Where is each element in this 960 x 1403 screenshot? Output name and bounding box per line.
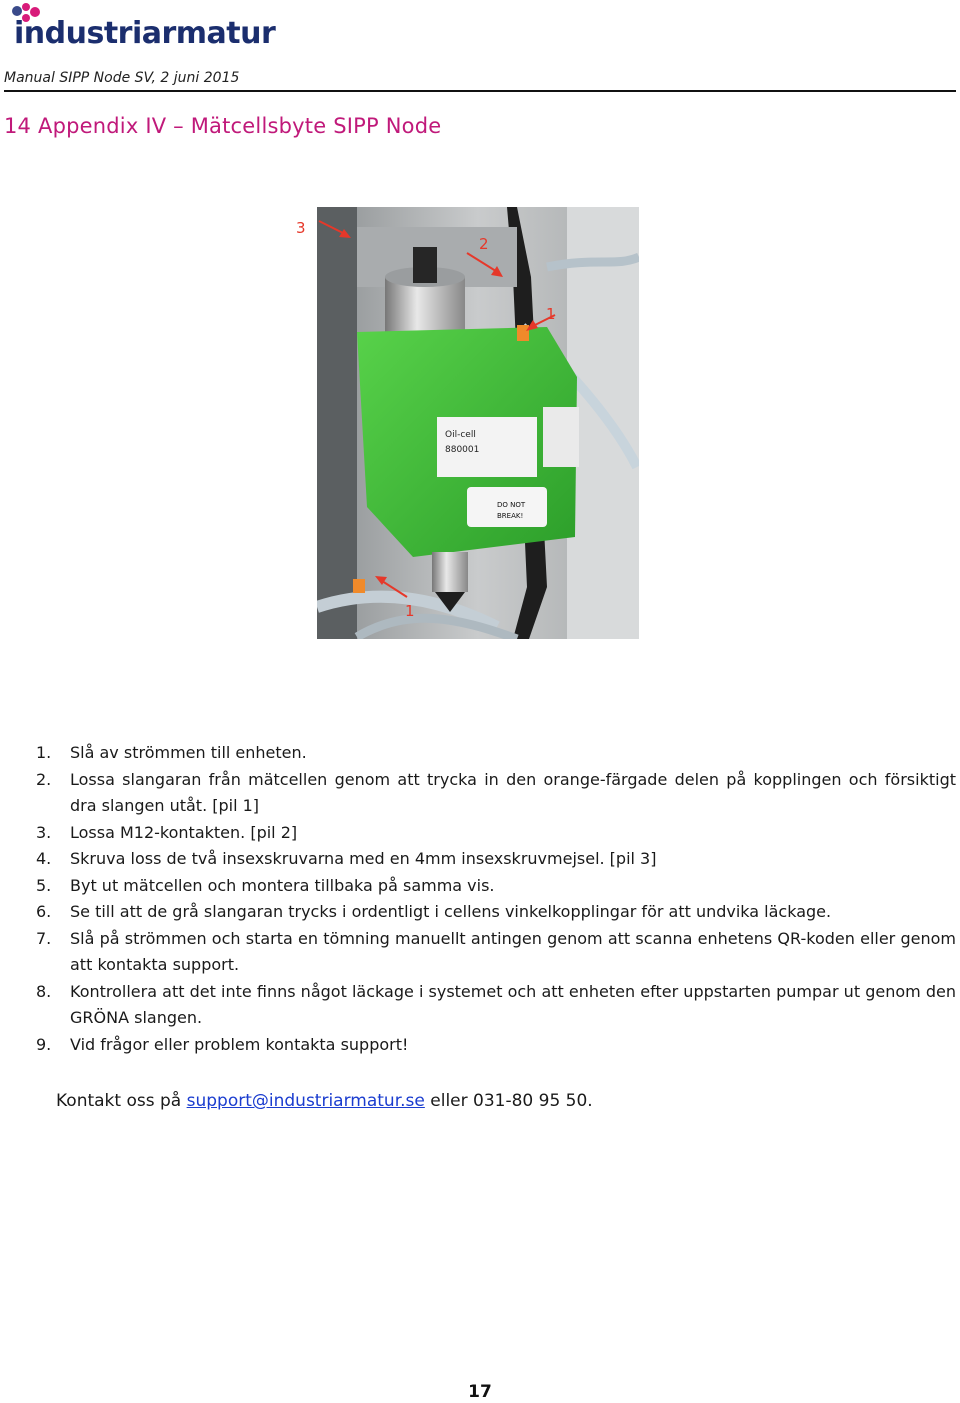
support-email-link[interactable]: support@industriarmatur.se — [186, 1091, 425, 1111]
logo-wordmark: industriarmatur — [14, 16, 276, 51]
list-item: 7. Slå på strömmen och starta en tömning manuellt antingen genom att scanna enhetens QR-koden eller genom att kontakta support. — [36, 928, 956, 974]
list-item: 2. Lossa slangaran från mätcellen genom att trycka in den orange-färgade delen på kopplingen och försiktigt dra slangen utåt. [pil 1] — [36, 769, 956, 815]
device-label-name: Oil-cell — [445, 430, 476, 440]
list-item: 4. Skruva loss de två insexskruvarna med en 4mm insexskruvmejsel. [pil 3] — [36, 849, 657, 868]
list-item: 3. Lossa M12-kontakten. [pil 2] — [36, 822, 298, 842]
arrow-label-3: 3 — [296, 219, 306, 237]
arrow-label-1-bottom: 1 — [405, 602, 415, 620]
page-number: 17 — [468, 1382, 492, 1402]
arrow-label-2: 2 — [479, 235, 489, 253]
instruction-list — [30, 740, 956, 1058]
list-item: 9. Vid frågor eller problem kontakta support! — [36, 1034, 409, 1054]
arrow-label-1-top: 1 — [546, 305, 556, 323]
contact-line — [56, 1091, 593, 1111]
list-item: 1. Slå av strömmen till enheten. — [36, 743, 307, 762]
oil-cell-photo — [317, 207, 639, 639]
list-item: 8. Kontrollera att det inte finns något läckage i systemet och att enheten efter uppstarten pumpar ut genom den GRÖNA slangen. — [36, 981, 956, 1027]
contact-suffix: eller 031-80 95 50. — [424, 1091, 593, 1111]
section-title: 14 Appendix IV – Mätcellsbyte SIPP Node — [4, 114, 442, 138]
list-item: 6. Se till att de grå slangaran trycks i ordentligt i cellens vinkelkopplingar för att undvika läckage. — [36, 902, 832, 921]
header-divider — [4, 90, 956, 92]
device-warning-1: DO NOT — [497, 501, 526, 509]
contact-prefix: Kontakt oss på — [56, 1091, 187, 1111]
device-label-serial: 880001 — [445, 445, 480, 455]
device-warning-2: BREAK! — [497, 512, 524, 520]
list-item: 5. Byt ut mätcellen och montera tillbaka på samma vis. — [36, 875, 495, 895]
company-logo — [6, 2, 276, 50]
document-subtitle: Manual SIPP Node SV, 2 juni 2015 — [4, 70, 240, 86]
